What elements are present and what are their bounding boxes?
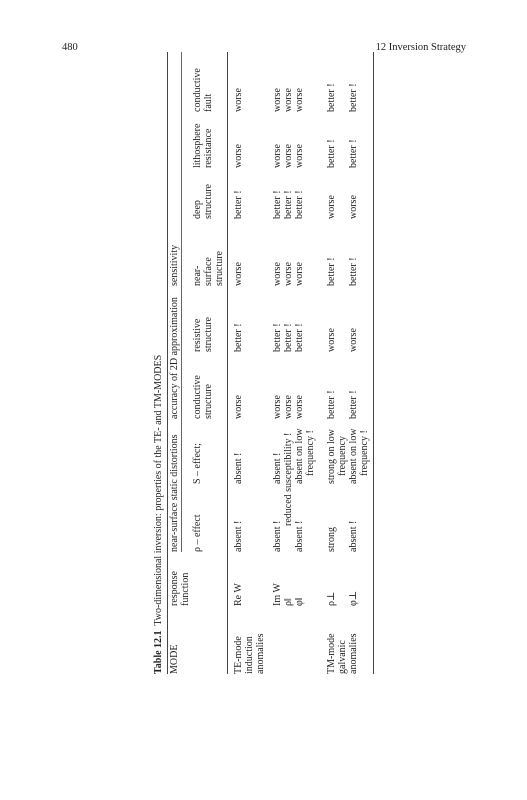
table-cell: worse [326,328,337,352]
rule-sub-header [181,52,182,552]
table-cell: better ! [272,190,283,219]
table-cell: worse [272,88,283,112]
table-cell: worse [294,262,305,286]
header-response-2: function [180,572,191,606]
table-caption [153,355,165,674]
table-cell: worse [326,195,337,219]
tm-mode-label-1: TM-mode [326,633,337,674]
table-cell: worse [233,395,244,419]
table-cell: better ! [326,139,337,168]
header-resistive-1: resistive [192,318,203,352]
table-cell: better ! [326,390,337,419]
header-s-effect: S – effect; [192,443,203,484]
table-cell: worse [348,195,359,219]
table-cell: frequency ! [305,430,316,476]
table-cell: better ! [348,139,359,168]
rule-top [167,52,168,674]
table-cell: absent ! [348,520,359,552]
header-accuracy: accuracy of 2D approximation [169,297,180,419]
table-cell: better ! [294,190,305,219]
table-cell: better ! [326,257,337,286]
table-cell: worse [233,262,244,286]
tm-mode-label-2: galvanic [337,640,348,674]
table-cell: Re W [233,583,244,606]
table-cell: worse [233,88,244,112]
table-cell: frequency ! [359,430,370,476]
header-fault-1: conductive [192,68,203,112]
table-cell: better ! [233,190,244,219]
table-cell: absent ! [272,520,283,552]
table-cell: absent ! [233,452,244,484]
table-cell: better ! [326,83,337,112]
table-cell: worse [283,88,294,112]
header-sensitivity: sensitivity [169,244,180,286]
table-cell: Im W [272,583,283,606]
table-cell: worse [294,395,305,419]
page-number: 480 [62,42,78,53]
table-cell: strong on low [326,429,337,484]
table-cell: better ! [283,323,294,352]
table-cell: φ⊥ [348,590,359,606]
te-mode-label-2: induction [244,636,255,674]
header-deep-1: deep [192,200,203,219]
rotated-table [153,52,381,674]
table-caption-text: Two-dimensional inversion: properties of the TE- and TM-MODES [153,354,164,626]
table-cell: better ! [272,323,283,352]
header-resistive-2: structure [203,317,214,352]
header-mode: MODE [169,644,180,674]
header-litho-1: lithosphere [192,123,203,168]
table-cell: ρ‖ [283,598,294,606]
table-caption-label: Table 12.1 [153,630,164,674]
table-cell: worse [294,88,305,112]
tm-mode-label-3: anomalies [348,633,359,674]
table-cell: ρ⊥ [326,591,337,606]
table-cell: worse [283,262,294,286]
rule-bottom [373,52,374,674]
header-response-1: response [169,571,180,606]
header-distortions: near-surface static distortions [169,434,180,552]
table-cell: worse [294,144,305,168]
table-cell: absent on low [348,428,359,484]
table-cell: worse [348,328,359,352]
table-cell: strong [326,527,337,552]
table-cell: worse [272,395,283,419]
table-cell: better ! [348,390,359,419]
table-cell: absent ! [272,452,283,484]
table-cell: absent on low [294,428,305,484]
header-near-3: structure [214,251,225,286]
table-cell: better ! [283,190,294,219]
chapter-title: 12 Inversion Strategy [375,42,466,53]
te-mode-label-1: TE-mode [233,636,244,674]
header-fault-2: fault [203,93,214,112]
header-conductive-2: structure [203,384,214,419]
table-cell: absent ! [233,520,244,552]
table-cell: better ! [348,83,359,112]
table-cell: better ! [233,323,244,352]
header-litho-2: resistance [203,128,214,168]
table-cell: worse [233,144,244,168]
table-cell: frequency [337,436,348,476]
header-rho-effect: ρ – effect [192,514,203,552]
header-conductive-1: conductive [192,375,203,419]
table-cell: worse [272,144,283,168]
table-cell: better ! [294,323,305,352]
rule-header-bottom [227,52,228,674]
header-near-2: surface [203,257,214,286]
table-cell: worse [283,144,294,168]
table-cell: absent ! [294,520,305,552]
table-cell: φ‖ [294,597,305,606]
table-cell: worse [272,262,283,286]
table-cell: worse [283,395,294,419]
table-cell: reduced susceptibility ! [283,432,294,526]
table-cell: better ! [348,257,359,286]
header-near-1: near- [192,265,203,286]
te-mode-label-3: anomalies [255,633,266,674]
header-deep-2: structure [203,184,214,219]
